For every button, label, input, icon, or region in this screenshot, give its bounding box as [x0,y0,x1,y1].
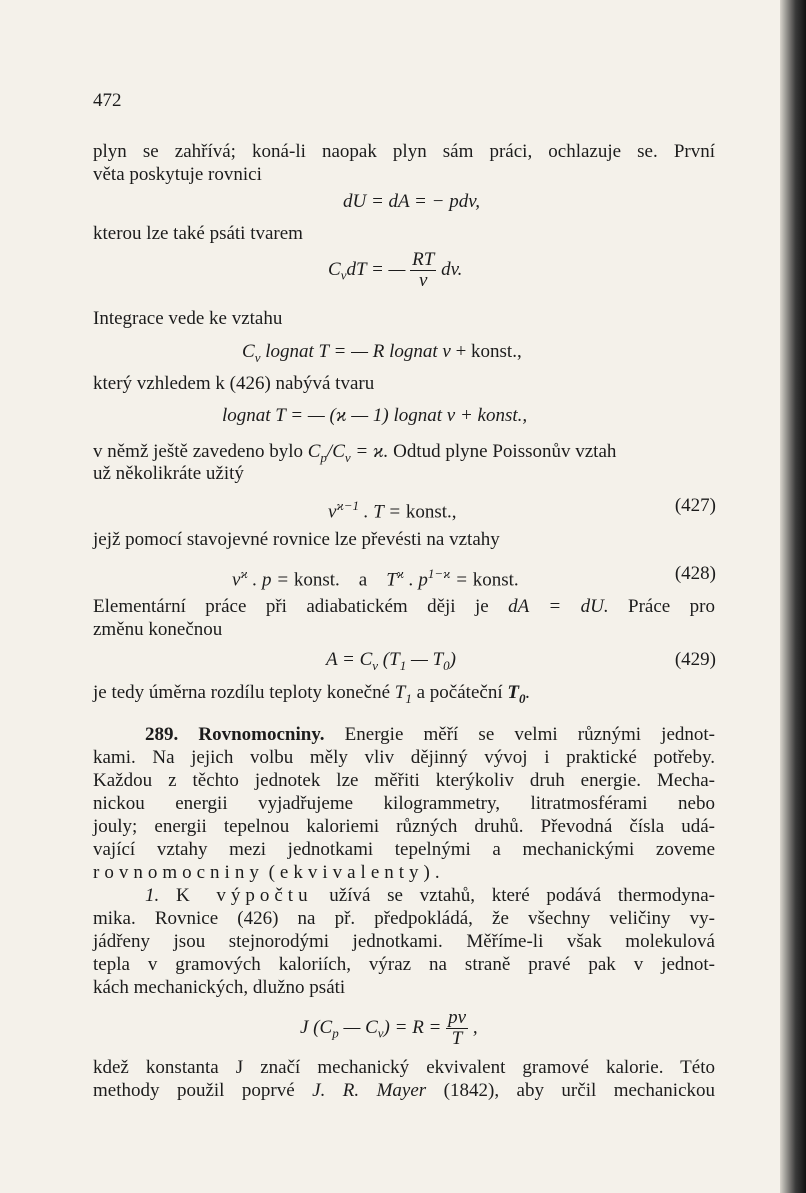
text-line: věta poskytuje rovnici [93,164,262,185]
text-line: nickou energii vyjadřujeme kilogrammetry, litratmosférami nebo [93,793,715,814]
text-line: který vzhledem k (426) nabývá tvaru [93,373,375,394]
text-line: jádřeny jsou stejnorodými jednotkami. Měříme-li však molekulová [93,931,715,952]
text-line: tepla v gramových kaloriích, výraz na straně pravé pak v jednot- [93,954,715,975]
page-number: 472 [93,90,122,111]
equation-number: (427) [674,495,716,516]
equation-lognat: lognat T = — (ϰ — 1) lognat v + konst., [222,405,528,426]
text-line: změnu konečnou [93,619,223,640]
text-line: Elementární práce při adiabatickém ději je dA = dU. Práce pro [93,596,715,617]
text-span: v němž ještě zavedeno bylo [93,441,303,462]
text-line: kami. Na jejich volbu měly vliv dějinný vývoj i praktické potřeby. [93,747,715,768]
equation-mayer: J ($C_p$ — $C_v) = R$ = $\frac{pv}{T}$ , [300,1007,478,1049]
text-span: (1842), aby určil mechanickou [443,1080,716,1101]
text-line [93,861,715,885]
text-line: kách mechanických, dlužno psáti [93,977,346,998]
text-line: v němž ještě zavedeno bylo $C_p/C_v = ϰ$. Odtud plyne Poissonův vztah [93,441,617,465]
author-name: J. R. Mayer [312,1080,427,1101]
text-span: Elementární práce při adiabatickém ději je [93,596,489,617]
equation-cv-dt: $C_vdT$ = — $\frac{RT}{v}$ dv. [328,249,463,291]
equation-number: (428) [674,563,716,584]
text-line: Každou z těchto jednotek lze měřiti kterýkoliv druh energie. Mecha- [93,770,715,791]
spaced-term: rovnomocniny [93,862,264,883]
equation-poisson-2: $v^ϰ$ . p = konst. a $T^ϰ$ . $p^{1-ϰ}$ = konst. [232,566,519,591]
spaced-term: (ekvivalenty). [268,862,445,883]
equation-poisson-1: $v^{ϰ-1}$ . T = konst., [328,498,457,523]
text-line [145,884,715,908]
binding-edge [780,0,806,1193]
text-span: Odtud plyne Poissonův vztah [393,441,617,462]
text-line: jouly; energii tepelnou kaloriemi různých druhů. Převodná čísla udá- [93,816,715,837]
text-line: plyn se zahřívá; koná-li naopak plyn sám práci, ochlazuje se. První [93,141,715,162]
spaced-term: K výpočtu [175,885,313,906]
equation-work: $A = C_v$ ($T_1$ — $T_0$) [326,649,456,673]
text-line: mika. Rovnice (426) na př. předpokládá, že všechny veličiny vy- [93,908,715,929]
text-line: jejž pomocí stavojevné rovnice lze převésti na vztahy [93,529,500,550]
fraction-denominator: T [451,1028,463,1049]
text-span: užívá se vztahů, které podává thermodyna- [329,885,716,906]
section-heading-line [145,723,715,747]
item-number: 1. [145,885,160,906]
fraction-numerator: pv [448,1007,467,1028]
text-span: Práce pro [628,596,715,617]
text-span: je tedy úměrna rozdílu teploty konečné [93,682,391,703]
text-line [93,1079,715,1103]
text-line: vající vztahy mezi jednotkami tepelnými a mechanickými zoveme [93,839,715,860]
section-heading: 289. Rovnomocniny. [145,724,325,745]
text-line: Integrace vede ke vztahu [93,308,283,329]
equation-first-law: dU = dA = − pdv, [343,191,480,212]
text-line: už několikráte užitý [93,463,244,484]
text-span: methody použil poprvé [93,1080,295,1101]
equation-number: (429) [674,649,716,670]
text-span: a počáteční [416,682,503,703]
text-span: Energie měří se velmi různými jednot- [344,724,715,745]
text-line: je tedy úměrna rozdílu teploty konečné $T_1$ a počáteční $T_0$. [93,682,531,706]
text-line: kdež konstanta J značí mechanický ekvivalent gramové kalorie. Této [93,1057,715,1078]
text-line: kterou lze také psáti tvarem [93,223,303,244]
equation-integral: $C_v$ lognat T = — R lognat v + konst., [242,341,522,365]
